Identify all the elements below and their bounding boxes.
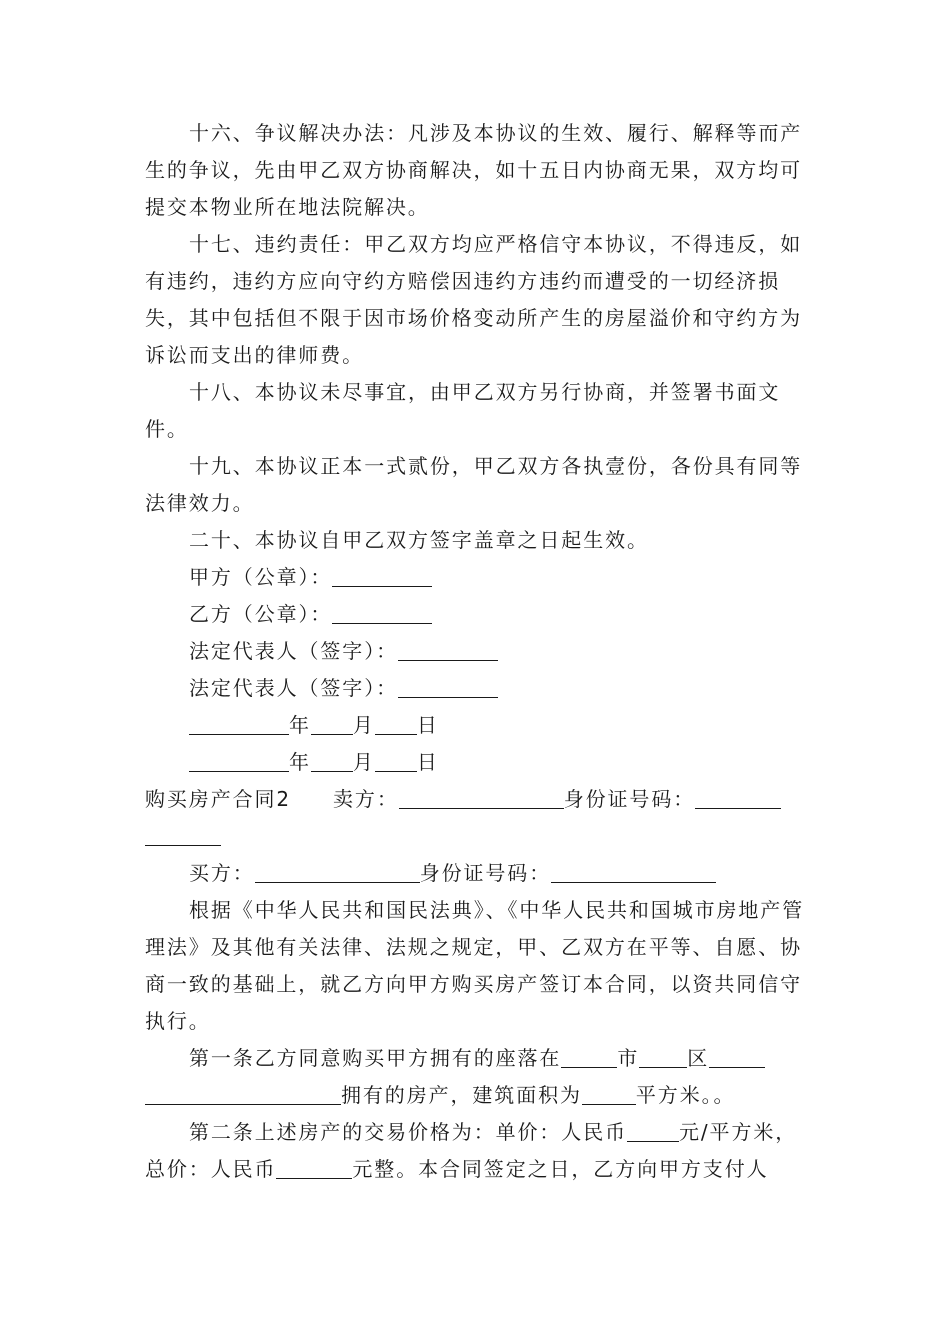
month-label-1: 月 — [352, 713, 375, 737]
year-blank-1 — [189, 712, 289, 735]
seller-blank — [399, 786, 564, 809]
article-2-text-c: 元整。本合同签定之日，乙方向甲方支付人 — [352, 1157, 769, 1181]
legal-rep-blank-1 — [398, 638, 498, 661]
contract2-header-line — [145, 781, 810, 855]
month-blank-1 — [311, 712, 353, 735]
seller-id-blank-b — [145, 823, 221, 846]
seller-label: 卖方： — [333, 787, 399, 811]
legal-rep-line-2 — [145, 670, 810, 707]
article-1 — [145, 1040, 810, 1114]
year-label-1: 年 — [289, 713, 311, 737]
contract2-title: 购买房产合同2 — [145, 787, 292, 811]
area-blank — [582, 1082, 636, 1105]
legal-rep-blank-2 — [398, 675, 498, 698]
party-b-seal-label: 乙方（公章）： — [189, 602, 333, 626]
legal-rep-label-2: 法定代表人（签字）： — [189, 676, 398, 700]
location-blank-b — [145, 1082, 341, 1105]
day-blank-1 — [375, 712, 417, 735]
total-price-blank — [276, 1156, 352, 1179]
month-blank-2 — [311, 749, 353, 772]
party-a-seal-blank — [332, 564, 432, 587]
month-label-2: 月 — [352, 750, 375, 774]
date-line-1 — [145, 707, 810, 744]
year-blank-2 — [189, 749, 289, 772]
document-body — [145, 115, 810, 1188]
seller-id-blank-a — [695, 786, 781, 809]
day-blank-2 — [375, 749, 417, 772]
unit-price-blank — [627, 1119, 679, 1142]
article-2-text-a: 第二条上述房产的交易价格为：单价：人民币 — [189, 1120, 627, 1144]
date-line-2 — [145, 744, 810, 781]
party-a-seal-line — [145, 559, 810, 596]
party-b-seal-line — [145, 596, 810, 633]
article-2 — [145, 1114, 810, 1188]
article-1-text-c: 平方米。。 — [635, 1083, 736, 1107]
day-label-1: 日 — [416, 713, 439, 737]
clause-16: 十六、争议解决办法：凡涉及本协议的生效、履行、解释等而产生的争议，先由甲乙双方协商解决，如十五日内协商无果，双方均可提交本物业所在地法院解决。 — [145, 121, 803, 219]
district-blank — [639, 1045, 687, 1068]
location-blank-a — [709, 1045, 765, 1068]
party-b-seal-blank — [332, 601, 432, 624]
seller-id-label: 身份证号码： — [563, 787, 696, 811]
legal-rep-label-1: 法定代表人（签字）： — [189, 639, 398, 663]
clause-19: 十九、本协议正本一式贰份，甲乙双方各执壹份，各份具有同等法律效力。 — [145, 454, 803, 515]
buyer-id-label: 身份证号码： — [419, 861, 552, 885]
article-1-text-a: 第一条乙方同意购买甲方拥有的座落在 — [189, 1046, 562, 1070]
legal-rep-line-1 — [145, 633, 810, 670]
article-1-text-b: 拥有的房产，建筑面积为 — [341, 1083, 582, 1107]
clause-20: 二十、本协议自甲乙双方签字盖章之日起生效。 — [189, 528, 649, 552]
buyer-blank — [255, 860, 420, 883]
article-2-text-b: 元/平方米，总价：人民币 — [145, 1120, 798, 1181]
contract-basis: 根据《中华人民共和国民法典》、《中华人民共和国城市房地产管理法》及其他有关法律、法规之规定，甲、乙双方在平等、自愿、协商一致的基础上，就乙方向甲方购买房产签订本合同，以资共同信守执行。 — [145, 898, 805, 1033]
buyer-id-blank — [551, 860, 716, 883]
buyer-line — [145, 855, 810, 892]
clause-17: 十七、违约责任：甲乙双方均应严格信守本协议，不得违反，如有违约，违约方应向守约方赔偿因违约方违约而遭受的一切经济损失，其中包括但不限于因市场价格变动所产生的房屋溢价和守约方为诉讼而支出的律师费。 — [145, 232, 803, 367]
city-label: 市 — [617, 1046, 640, 1070]
day-label-2: 日 — [416, 750, 439, 774]
year-label-2: 年 — [289, 750, 311, 774]
party-a-seal-label: 甲方（公章）： — [189, 565, 333, 589]
clause-18: 十八、本协议未尽事宜，由甲乙双方另行协商，并签署书面文件。 — [145, 380, 781, 441]
buyer-label: 买方： — [189, 861, 255, 885]
district-label: 区 — [687, 1046, 710, 1070]
city-blank — [561, 1045, 617, 1068]
